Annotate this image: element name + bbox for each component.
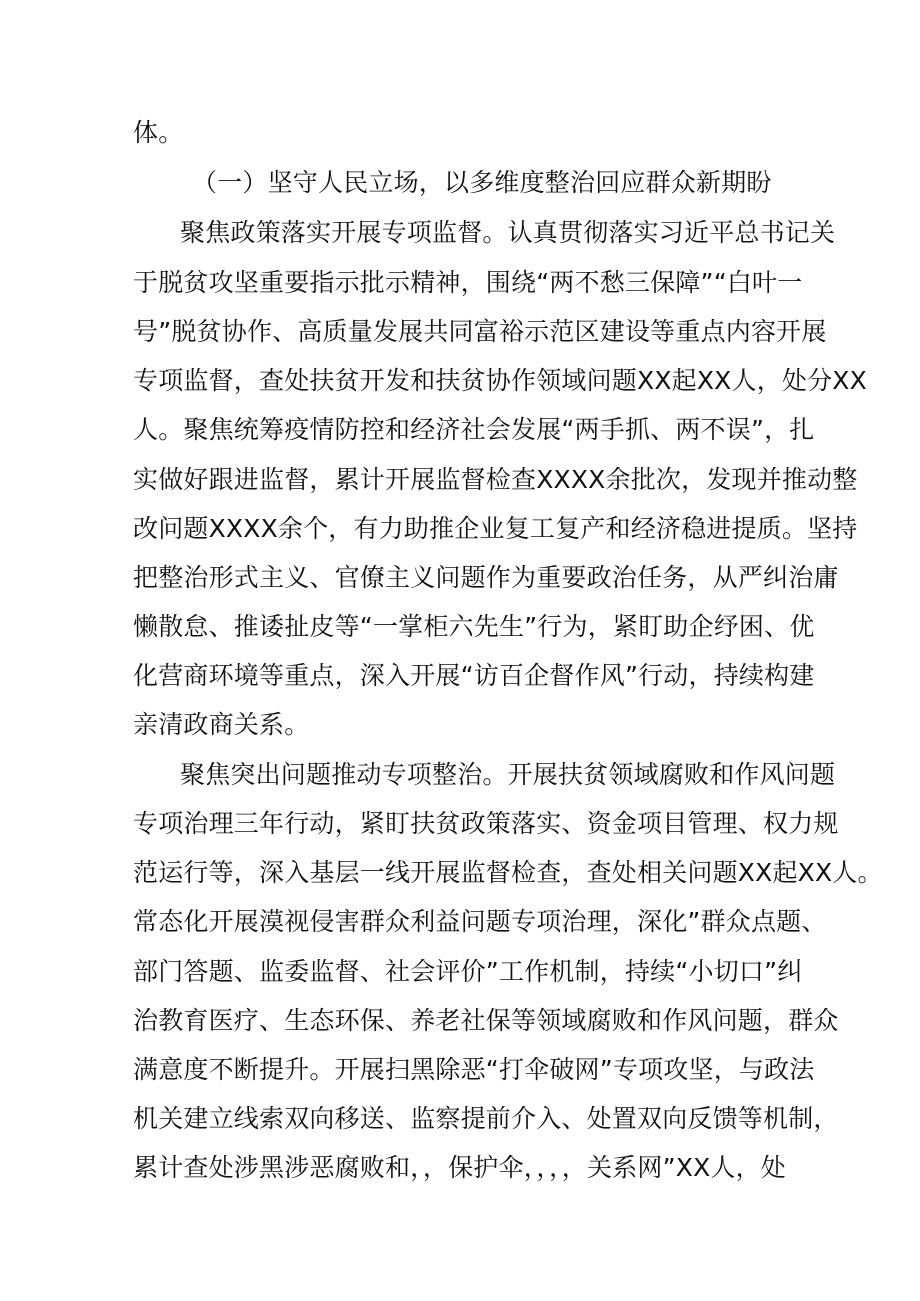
text-line: 常态化开展漠视侵害群众利益问题专项治理，深化”群众点题、: [133, 907, 827, 936]
text-line: 体。: [133, 118, 184, 147]
text-line: 实做好跟进监督，累计开展监督检查XXXX余批次，发现并推动整: [133, 465, 858, 494]
text-line: 化营商环境等重点，深入开展“访百企督作风”行动，持续构建: [133, 661, 815, 690]
paragraph-start-line: 聚焦政策落实开展专项监督。认真贯彻落实习近平总书记关: [180, 218, 836, 247]
text-line: 范运行等，深入基层一线开展监督检查，查处相关问题XX起XX人。: [133, 858, 883, 887]
text-line: 人。聚焦统筹疫情防控和经济社会发展“两手抓、两不误”，扎: [133, 415, 815, 444]
text-line: 专项监督，查处扶贫开发和扶贫协作领域问题XX起XX人，处分XX: [133, 366, 867, 395]
text-line: 累计查处涉黑涉恶腐败和，，保护伞，，，，关系网”XX人，处: [133, 1153, 787, 1182]
text-line: 专项治理三年行动，紧盯扶贫政策落实、资金项目管理、权力规: [133, 809, 839, 838]
text-line: 把整治形式主义、官僚主义问题作为重要政治任务，从严纠治庸: [133, 563, 839, 592]
text-line: 满意度不断提升。开展扫黑除恶“打伞破网”专项攻坚，与政法: [133, 1055, 815, 1084]
text-line: 懒散怠、推诿扯皮等“一掌柜六先生”行为，紧盯助企纾困、优: [133, 612, 815, 641]
paragraph-start-line: 聚焦突出问题推动专项整治。开展扶贫领域腐败和作风问题: [180, 760, 836, 789]
section-heading: （一）坚守人民立场，以多维度整治回应群众新期盼: [192, 168, 772, 197]
text-line: 于脱贫攻坚重要指示批示精神，围绕“两不愁三保障”“白叶一: [133, 268, 803, 297]
text-line: 号”脱贫协作、高质量发展共同富裕示范区建设等重点内容开展: [133, 317, 827, 346]
text-line: 改问题XXXX余个，有力助推企业复工复产和经济稳进提质。坚持: [133, 514, 858, 543]
text-line: 亲清政商关系。: [133, 710, 310, 739]
text-line: 治教育医疗、生态环保、养老社保等领域腐败和作风问题，群众: [133, 1006, 839, 1035]
text-line: 部门答题、监委监督、社会评价”工作机制，持续“小切口”纠: [133, 957, 803, 986]
text-line: 机关建立线索双向移送、监察提前介入、处置双向反馈等机制，: [133, 1104, 839, 1133]
